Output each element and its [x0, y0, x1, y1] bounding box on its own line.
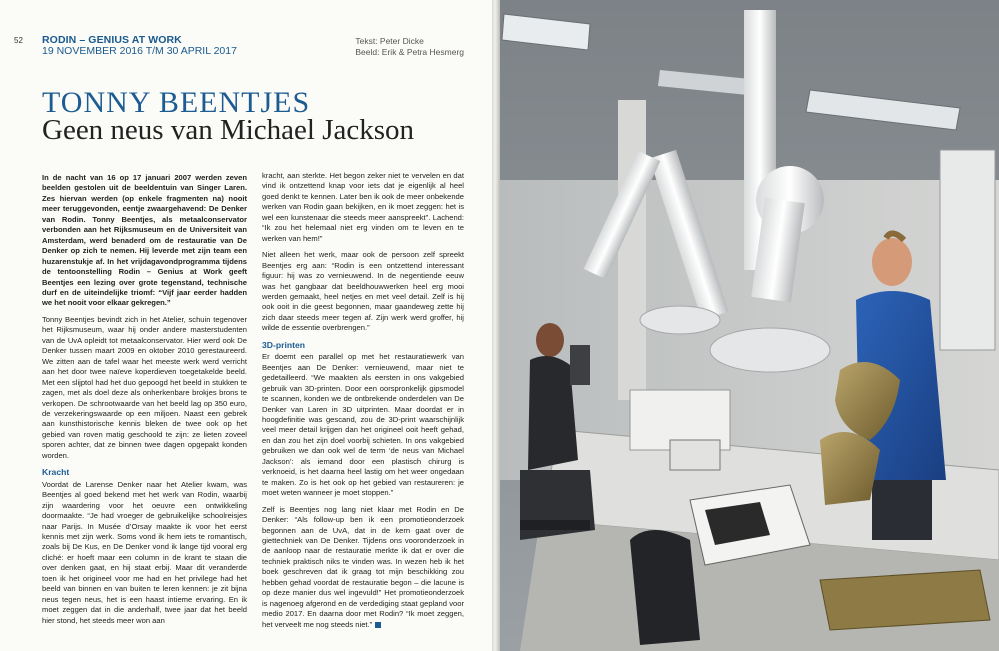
restoration-atelier-photo [500, 0, 999, 651]
paragraph: Tonny Beentjes bevindt zich in het Atelier, schuin tegenover het Rijksmuseum, waar hij onder andere masterstudenten van de UvA opleidt tot metaalconservator. Hier werd ook De Denker tussen maart 2009 en oktober 2010 gerestaureerd. We zitten aan de tafel waar het meeste werk werd verricht aan het door twee naïeve koperdieven toegetakelde beeld. Met een slijptol had het duo gepoogd het beeld in stukken te zagen, met als doel deze als onherkenbare brokjes brons te verkopen. De schrootwaarde van het beeld lag op 350 euro, de verzekeringswaarde op een miljoen. Naast een gebrek aan kunsthistorische kennis bleken de twee ook op het gebied van roven matig geschoold te zijn: ze lieten zoveel sporen achter, dat ze binnen twee dagen opgepakt konden worden. [42, 314, 247, 460]
paragraph: kracht, aan sterkte. Het begon zeker niet te vervelen en dat vind ik ontzettend knap voor iets dat je eigenlijk al heel goed denkt te kennen. Later ben ik ook de meer onbekende werken van Rodin gaan bekijken, en ik moet zeggen: het is wel een kunstenaar die steeds meer aanspreekt”. Lachend: “Ik zou het helemaal niet erg vinden om te leven en te werken van hem!” [262, 171, 464, 243]
series-title: RODIN – GENIUS AT WORK [42, 34, 182, 46]
stool [520, 520, 590, 530]
bronze-sculpture [820, 432, 880, 505]
window [940, 150, 995, 350]
lead-paragraph: In de nacht van 16 op 17 januari 2007 werden zeven beelden gestolen uit de beeldentuin van Singer Laren. Zes hiervan werden (op enkele fragmenten na) nooit meer teruggevonden, eentje zwaargehavend: De Denker van Rodin. Tonny Beentjes, als metaalconservator verbonden aan het Rijksmuseum en de Universiteit van Amsterdam, werd benaderd om de restauratie van De Denker op zich te nemen. Hij leverde met zijn team een huzarenstukje af. In het vrijdagavondprogramma tijdens de tentoonstelling Rodin – Genius at Work geeft Beentjes een lezing over grote tegenstand, technische durf en de uiteindelijke triomf: “Vijf jaar eerder hadden we het nooit voor elkaar gekregen.” [42, 173, 247, 308]
paragraph: Er doemt een parallel op met het restauratiewerk van Beentjes aan De Denker: vernieuwend, maar niet te gedetailleerd. “We maakten als eersten in ons vakgebied gebruik van 3D-printen. Door een oorspronkelijk gipsmodel te scannen, konden we de ontbrekende onderdelen van De Denker van Laren in 3D uitprinten. Maar doordat er in hoogdefinitie was gescand, zou de 3D-print waarschijnlijk veel meer detail krijgen dan het origineel ooit heeft gehad, en dan zou het zijn doel voorbij schieten. In ons vakgebied gebruiken we dan ook wel de term ‘de neus van Michael Jackson’: als iemand door een plastisch chirurg is verknoeid, is het daarna heel lastig om het weer ongedaan te maken. Zo is het ook op het gebied van restaureren: je moet weten wanneer je moet stoppen.” [262, 352, 464, 498]
section-heading-3d-printen: 3D-printen [262, 339, 305, 350]
paragraph [262, 505, 464, 630]
paragraph: Voordat de Larense Denker naar het Atelier kwam, was Beentjes al goed bekend met het werk van Rodin, waarbij zijn waardering voor het oeuvre een ontwikkeling doormaakte. “Je had vroeger de gebruikelijke schoolreisjes naar Parijs. In Musée d’Orsay maakte ik voor het eerst kennis met zijn werk. Soms vond ik hem iets te romantisch, zoals bij De Kus, en De Denker vond ik lange tijd vooral erg cliché: er hoeft maar een column in de krant te staan die over denken gaat, en hij staat erbij. Maar dit veranderde toen ik het origineel voor me had en het privilege had het beeld van binnen en van buiten te leren kennen: je zit bijna neus tegen neus, het is een haast intieme ervaring. En ik moet zeggen dat in die anderhalf, twee jaar dat het beeld hier stond, het steeds meer won aan [42, 479, 247, 625]
article-title: TONNY BEENTJES [42, 86, 311, 119]
page-gutter [492, 0, 500, 651]
man-head [872, 238, 912, 286]
section-heading-kracht: Kracht [42, 467, 70, 478]
extraction-hood [640, 306, 720, 334]
article-subtitle: Geen neus van Michael Jackson [42, 114, 415, 146]
text-credit: Tekst: Peter Dicke [355, 36, 424, 46]
credits [355, 36, 464, 58]
left-page [0, 0, 492, 651]
image-credit: Beeld: Erik & Petra Hesmerg [355, 47, 464, 57]
woman-head [536, 323, 564, 357]
column-right [262, 171, 464, 636]
photo-illustration [500, 0, 999, 651]
device [670, 440, 720, 470]
extraction-hood [710, 328, 830, 372]
microscope [570, 345, 590, 385]
office-chair [630, 530, 700, 645]
column-left [42, 173, 247, 632]
bronze-plate [820, 570, 990, 630]
paragraph-text: Zelf is Beentjes nog lang niet klaar met Rodin en De Denker: “Als follow-up ben ik een promotieonderzoek begonnen aan de UvA, dat in de kern gaat over de giettechniek van De Denker. Tijdens ons vooronderzoek in de aanloop naar de restauratie merkte ik dat er over die techniek praktisch niks te vinden was. In wezen heb ik het boek geschreven dat ik graag tot mijn beschikking zou hebben gehad voordat de restauratie begon – die lacune is op deze manier dus wel ingevuld!” Het promotieonderzoek is nagenoeg afgerond en de verdediging staat gepland voor medio 2017. En daarna door met Rodin? “Ik moet zeggen, het verveelt me nog steeds niet.” [262, 504, 464, 629]
pillar [618, 100, 646, 400]
exhibition-dates: 19 NOVEMBER 2016 T/M 30 APRIL 2017 [42, 45, 237, 57]
page-number: 52 [14, 36, 23, 45]
man-trousers [872, 480, 932, 540]
paragraph: Niet alleen het werk, maar ook de persoon zelf spreekt Beentjes erg aan: “Rodin is een ontzettend interessant figuur: hij was zo vernieuwend. In de negentiende eeuw was het gangbaar dat beeldhouwwerken heel erg mooi werden gemaakt, heel netjes en met veel detail. Zelf is hij ook ooit in die geest begonnen, maar gaandeweg zette hij zich daar steeds meer tegen af. Zijn werk werd groffer, hij wilde de essentie overbrengen.” [262, 250, 464, 333]
end-mark-icon [375, 622, 381, 628]
